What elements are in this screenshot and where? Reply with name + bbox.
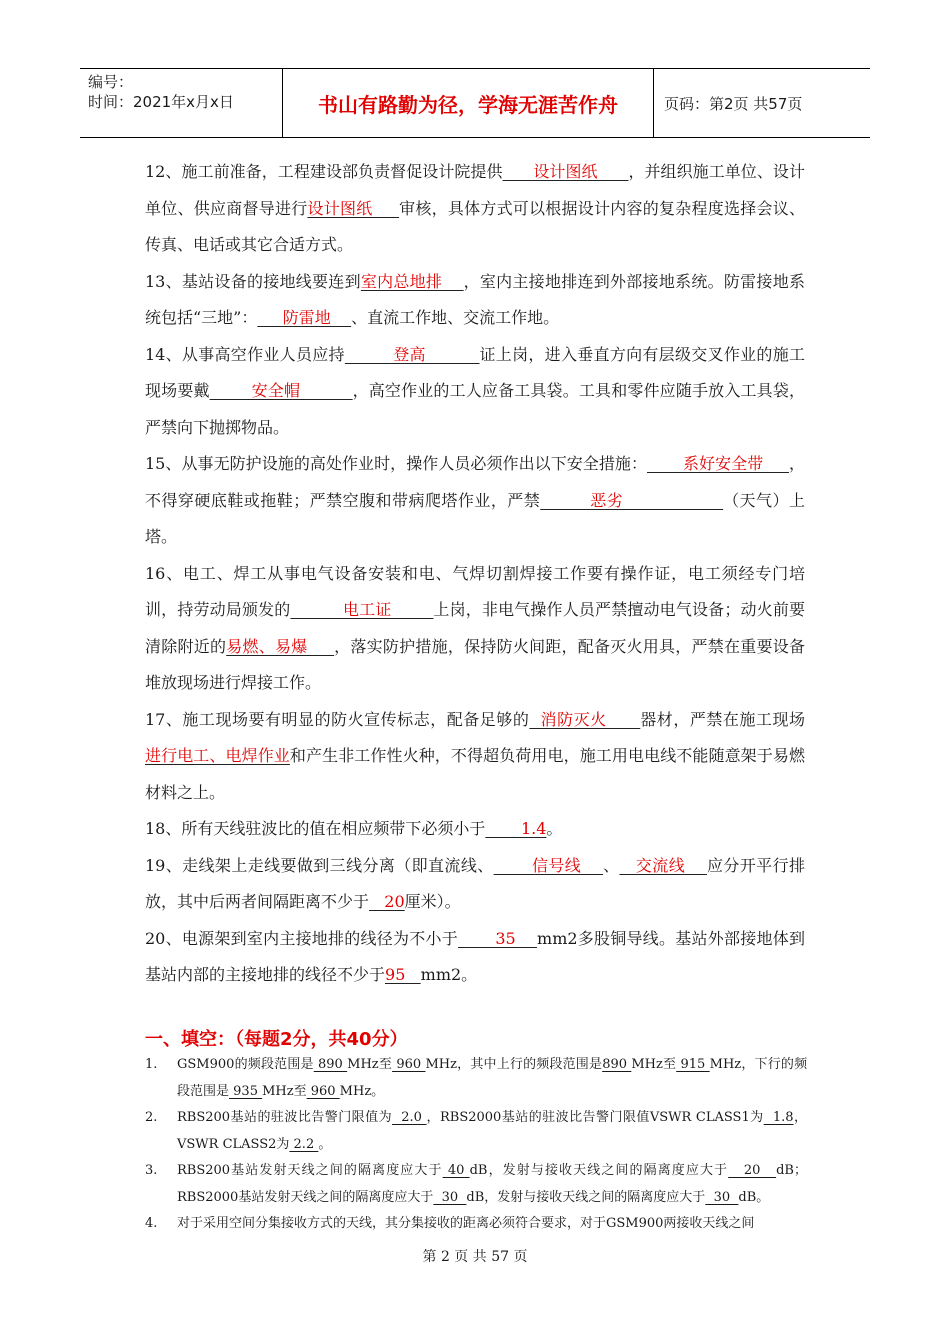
item-text: RBS200基站发射天线之间的隔离度应大于 40 dB，发射与接收天线之间的隔离度应大于 20 dB；RBS2000基站发射天线之间的隔离度应大于 30 dB，发射与接收天线之间的隔离度应大于 30 dB。 <box>177 1163 807 1205</box>
item-answer: 2.2 <box>289 1136 319 1152</box>
item-answer: 960 <box>392 1057 426 1072</box>
item-answer: 890 <box>313 1057 348 1072</box>
question-15 <box>145 446 805 556</box>
q19-text-4: 厘米）。 <box>404 892 461 911</box>
page-header <box>80 68 870 138</box>
q18-answer-1: 1.4 <box>485 819 547 838</box>
q17-text-3: 和产生非工作性火种，不得超负荷用电，施工用电电线不能随意架于易燃材料之上。 <box>145 746 805 802</box>
question-17 <box>145 702 805 812</box>
list-item <box>145 1052 807 1105</box>
q12-text-2: ，并组织施工单位、设计单位、供应商督导进行 <box>145 162 805 218</box>
q15-answer-2: 恶劣 <box>540 490 724 510</box>
q12-text-1: 12、施工前准备，工程建设部负责督促设计院提供 <box>145 162 503 181</box>
question-12 <box>145 154 805 264</box>
q16-text-2: 上岗，非电气操作人员严禁擅动电气设备；动火前要清除附近的 <box>145 600 805 656</box>
list-item <box>145 1211 807 1238</box>
item-answer: 2.0 <box>392 1110 427 1125</box>
motto: 书山有路勤为径，学海无涯苦作舟 <box>283 69 654 137</box>
q17-text-2: 器材，严禁在施工现场 <box>640 709 805 729</box>
item-number: 3. <box>145 1163 158 1178</box>
question-19 <box>145 848 805 921</box>
q16-text-3: ，落实防护措施，保持防火间距，配备灭火用具，严禁在重要设备堆放现场进行焊接工作。 <box>145 636 805 692</box>
questions-body <box>145 154 805 994</box>
q17-answer-1: 消防灭火 <box>529 709 641 729</box>
question-18 <box>145 811 805 848</box>
q12-text-3: 审核，具体方式可以根据设计内容的复杂程度选择会议、传真、电话或其它合适方式。 <box>145 198 805 254</box>
item-number: 4. <box>145 1216 158 1231</box>
q18-text-1: 18、所有天线驻波比的值在相应频带下必须小于 <box>145 819 486 838</box>
q17-answer-2: 进行电工、电焊作业 <box>145 746 290 765</box>
q12-answer-1: 设计图纸 <box>502 162 629 181</box>
question-20 <box>145 921 805 994</box>
q13-text-3: 、直流工作地、交流工作地。 <box>351 308 560 327</box>
q19-text-1: 19、走线架上走线要做到三线分离（即直流线、 <box>145 855 494 875</box>
question-13 <box>145 264 805 337</box>
q18-text-2: 。 <box>546 819 563 838</box>
q13-answer-1: 室内总地排 <box>360 271 464 291</box>
fill-blank-list <box>145 1052 807 1238</box>
q20-text-2: mm2多股铜导线。基站外部接地体到基站内部的主接地排的线径不少于 <box>145 928 805 984</box>
q19-answer-2: 交流线 <box>619 855 707 875</box>
q14-answer-1: 登高 <box>344 344 480 364</box>
section-title: 一、填空：（每题2分，共40分） <box>145 1029 408 1050</box>
q20-answer-1: 35 <box>458 928 538 948</box>
q13-text-2: ，室内主接地排连到外部接地系统。防雷接地系统包括“三地”： <box>145 271 805 327</box>
q14-answer-2: 安全帽 <box>209 381 353 400</box>
item-text: GSM900的频段范围是 890 MHz至 960 MHz，其中上行的频段范围是890 MHz至 915 MHz，下行的频段范围是 935 MHz至 960 MHz。 <box>177 1057 808 1099</box>
q16-answer-2: 易燃、易爆 <box>226 636 335 656</box>
question-16 <box>145 556 805 702</box>
q16-text-1: 16、电工、焊工从事电气设备安装和电、气焊切割焊接工作要有操作证，电工须经专门培训，持劳动局颁发的 <box>145 563 805 619</box>
item-text: 对于采用空间分集接收方式的天线，其分集接收的距离必须符合要求，对于GSM900两接收天线之间 <box>177 1216 755 1231</box>
q20-text-1: 20、电源架到室内主接地排的线径为不小于 <box>145 928 459 948</box>
item-text: RBS200基站的驻波比告警门限值为 2.0 ，RBS2000基站的驻波比告警门限值VSWR CLASS1为 1.8，VSWR CLASS2为 2.2 。 <box>177 1110 807 1152</box>
item-answer: 20 <box>728 1163 777 1178</box>
item-number: 2. <box>145 1110 158 1125</box>
item-answer: 935 <box>229 1083 263 1099</box>
header-left-cell <box>80 69 283 137</box>
q14-text-2: 证上岗，进入垂直方向有层级交叉作业的施工现场要戴 <box>145 344 805 400</box>
q19-answer-3: 20 <box>369 892 405 911</box>
q14-text-1: 14、从事高空作业人员应持 <box>145 344 345 364</box>
q15-text-2: ，不得穿硬底鞋或拖鞋；严禁空腹和带病爬塔作业，严禁 <box>145 454 805 510</box>
q19-text-2: 、 <box>603 855 620 875</box>
q13-text-1: 13、基站设备的接地线要连到 <box>145 271 361 291</box>
q16-answer-1: 电工证 <box>290 600 434 619</box>
q17-text-1: 17、施工现场要有明显的防火宣传标志，配备足够的 <box>145 709 530 729</box>
q14-text-3: ，高空作业的工人应备工具袋。工具和零件应随手放入工具袋，严禁向下抛掷物品。 <box>145 381 805 437</box>
item-answer: 1.8 <box>763 1110 794 1125</box>
page-info: 页码：第2页 共57页 <box>664 94 803 113</box>
list-item <box>145 1105 807 1158</box>
item-answer: 960 <box>306 1083 340 1099</box>
q19-answer-1: 信号线 <box>493 855 604 875</box>
item-answer: 30 <box>433 1189 467 1205</box>
q20-answer-2: 95 <box>385 965 421 984</box>
item-answer: 890 <box>602 1057 632 1072</box>
q13-answer-2: 防雷地 <box>257 308 352 327</box>
q15-text-1: 15、从事无防护设施的高处作业时，操作人员必须作出以下安全措施： <box>145 454 648 473</box>
item-answer: 915 <box>676 1057 710 1072</box>
question-14 <box>145 337 805 447</box>
page-footer: 第 2 页 共 57 页 <box>422 1249 528 1265</box>
q19-text-3: 应分开平行排放，其中后两者间隔距离不少于 <box>145 855 805 911</box>
number-label: 编号： <box>88 73 134 91</box>
item-answer: 30 <box>705 1189 739 1205</box>
q15-answer-1: 系好安全带 <box>647 454 789 473</box>
time-label: 时间：2021年x月x日 <box>88 93 234 111</box>
list-item <box>145 1158 807 1211</box>
q12-answer-2: 设计图纸 <box>307 198 400 218</box>
item-number: 1. <box>145 1057 158 1072</box>
q15-text-3: （天气）上塔。 <box>145 490 805 546</box>
q20-text-3: mm2。 <box>420 965 478 984</box>
item-answer: 40 <box>442 1163 470 1178</box>
